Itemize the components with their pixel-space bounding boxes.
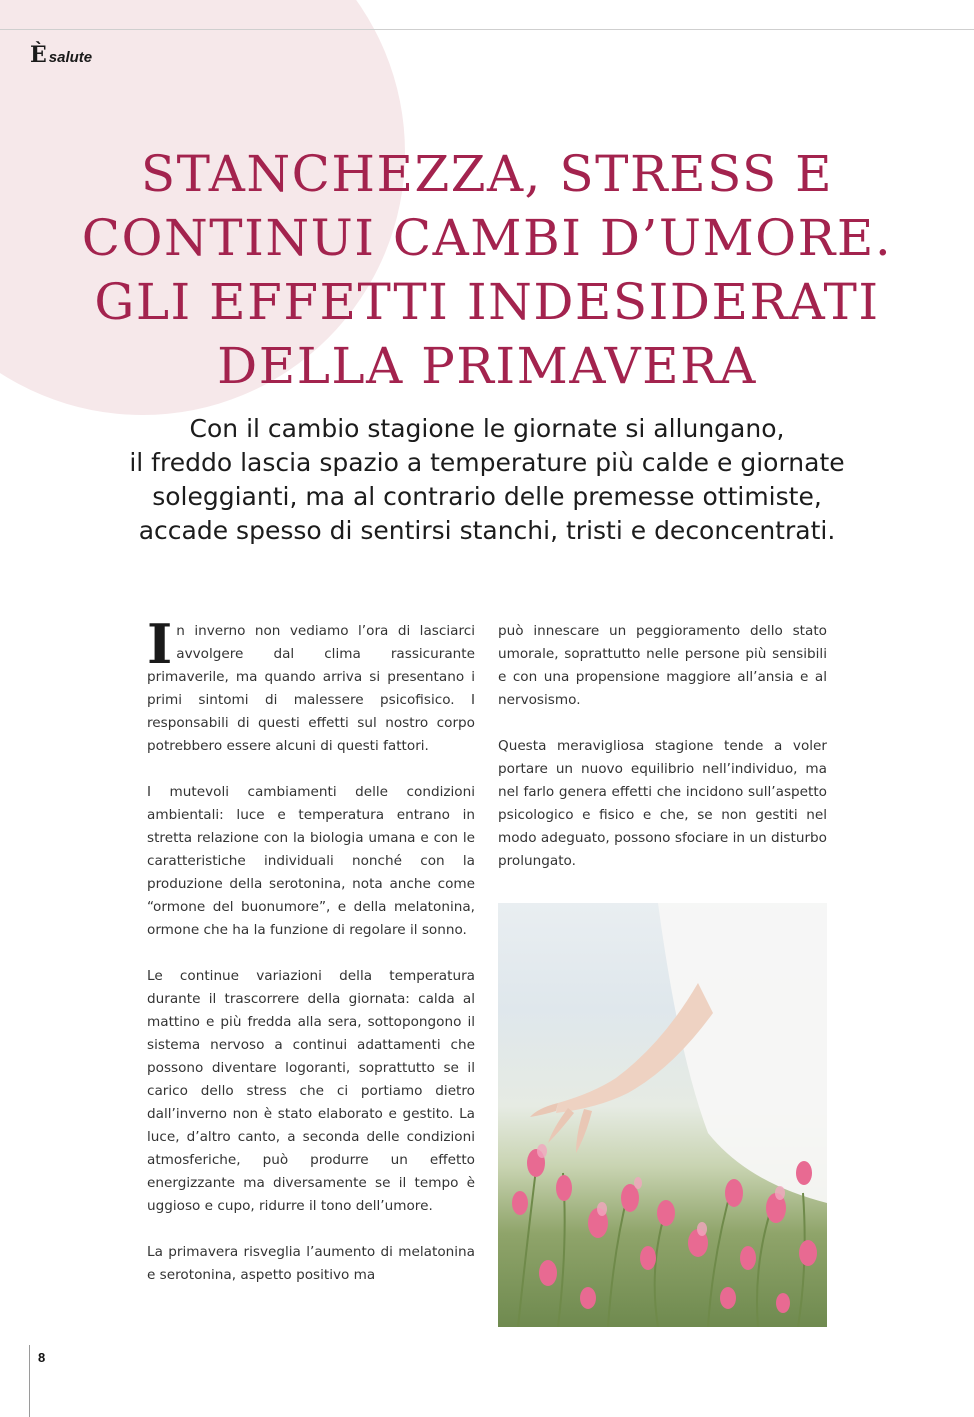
body-paragraph	[147, 596, 475, 758]
body-paragraph: può innescare un peggioramento dello stato umorale, soprattutto nelle persone più sensibili e con una propensione maggiore all’ansia e al nervosismo.	[498, 623, 827, 708]
body-column-left	[147, 596, 475, 1310]
section-logo-letter: È	[30, 42, 47, 68]
drop-cap: I	[147, 612, 173, 676]
paragraph-text: n inverno non vediamo l’ora di lasciarci avvolgere dal clima rassicurante primaverile, ma quando arriva si presentano i primi sintomi di malessere psicofisico. I responsabili di questi effetti sul nostro corpo potrebbero essere alcuni di questi fattori.	[147, 623, 475, 754]
body-paragraph: I mutevoli cambiamenti delle condizioni ambientali: luce e temperatura entrano in stretta relazione con la biologia umana e con le caratteristiche individuali nonché con la produzione della serotonina, nota anche come “ormone del buonumore”, e della melatonina, ormone che ha la funzione di regolare il sonno.	[147, 784, 475, 938]
top-divider	[0, 29, 974, 30]
section-tag	[30, 42, 92, 68]
body-column-right	[498, 620, 827, 896]
title-line: GLI EFFETTI INDESIDERATI	[94, 273, 880, 331]
body-paragraph: La primavera risveglia l’aumento di melatonina e serotonina, aspetto positivo ma	[147, 1244, 475, 1283]
page-number-rule	[29, 1345, 30, 1417]
photo-illustration	[498, 903, 827, 1327]
body-paragraph: Questa meravigliosa stagione tende a voler portare un nuovo equilibrio nell’individuo, ma nel farlo genera effetti che incidono sull’aspetto psicologico e fisico e che, se non gestiti nel modo adeguato, possono sfociare in un disturbo prolungato.	[498, 738, 827, 869]
title-line: CONTINUI CAMBI D’UMORE.	[81, 209, 893, 267]
title-line: STANCHEZZA, STRESS E	[140, 145, 834, 203]
subtitle-line: accade spesso di sentirsi stanchi, tristi e deconcentrati.	[138, 516, 836, 545]
page-number: 8	[38, 1350, 46, 1365]
subtitle-line: Con il cambio stagione le giornate si allungano,	[189, 414, 785, 443]
title-line: DELLA PRIMAVERA	[217, 337, 757, 395]
article-title	[0, 142, 974, 398]
article-photo	[498, 903, 827, 1327]
subtitle-line: soleggianti, ma al contrario delle premesse ottimiste,	[152, 482, 822, 511]
article-subtitle	[40, 412, 934, 548]
section-name: salute	[48, 49, 93, 66]
subtitle-line: il freddo lascia spazio a temperature più calde e giornate	[129, 448, 845, 477]
body-paragraph: Le continue variazioni della temperatura durante il trascorrere della giornata: calda al mattino e più fredda alla sera, sottopongono il sistema nervoso a continui adattamenti che possono diventare logoranti, soprattutto se il carico dello stress che ci portiamo dietro dall’inverno non è stato elaborato e gestito. La luce, d’altro canto, a seconda delle condizioni atmosferiche, può produrre un effetto energizzante ma diversamente se il tempo è uggioso e cupo, ridurre il tono dell’umore.	[147, 968, 475, 1214]
